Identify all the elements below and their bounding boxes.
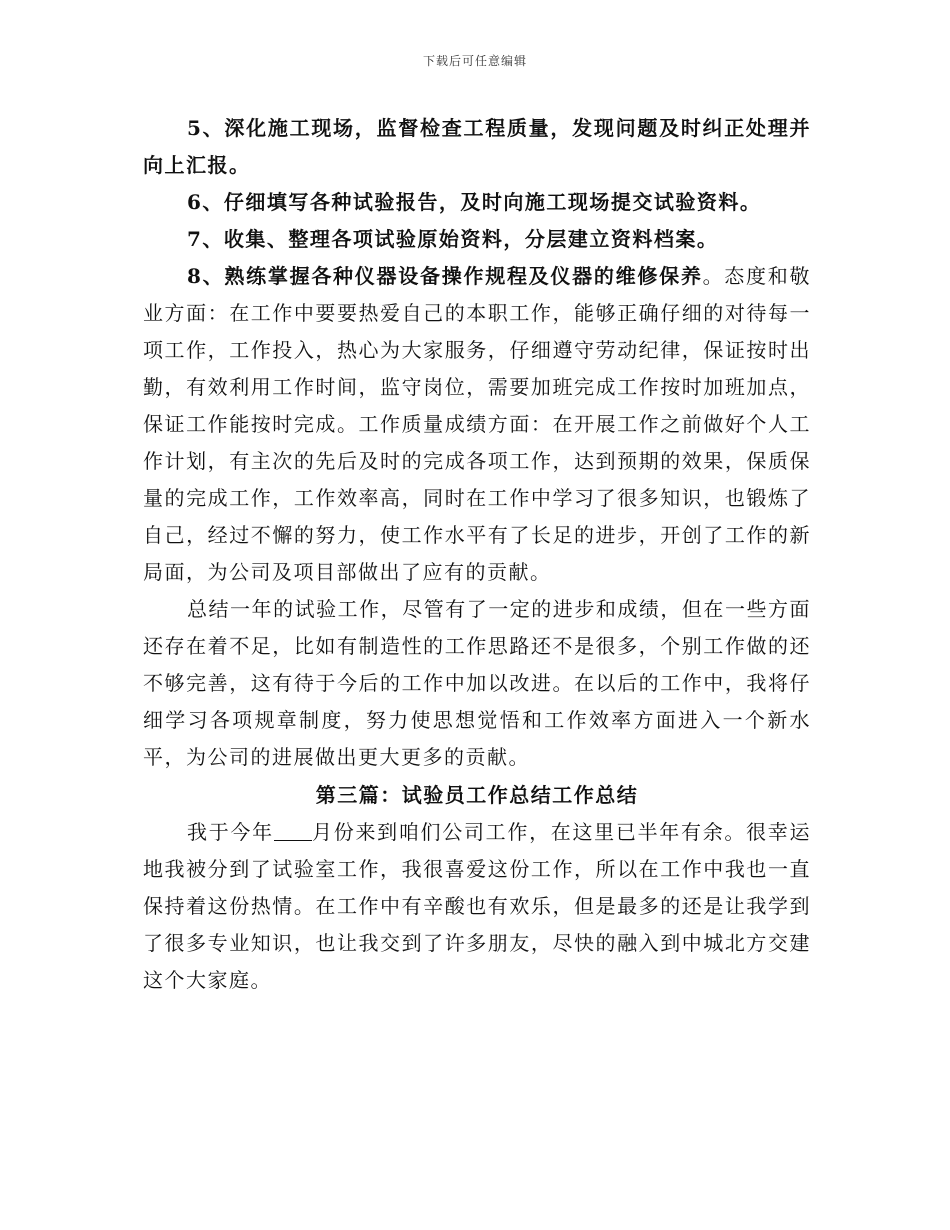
list-item-8-text: 。态度和敬业方面：在工作中要要热爱自己的本职工作，能够正确仔细的对待每一项工作，工作投入，热心为大家服务，仔细遵守劳动纪律，保证按时出勤，有效利用工作时间，监守岗位，需要加班完成工作按时加班加点，保证工作能按时完成。工作质量成绩方面：在开展工作之前做好个人工作计划，有主次的先后及时的完成各项工作，达到预期的效果，保质保量的完成工作，工作效率高，同时在工作中学习了很多知识，也锻炼了自己，经过不懈的努力，使工作水平有了长足的进步，开创了工作的新局面，为公司及项目部做出了应有的贡献。 — [143, 264, 812, 584]
list-item-7: 7、收集、整理各项试验原始资料，分层建立资料档案。 — [187, 227, 719, 251]
section-heading: 第三篇：试验员工作总结工作总结 — [315, 783, 639, 807]
document-body — [143, 110, 811, 999]
page-header-note: 下载后可任意编辑 — [422, 54, 527, 68]
list-item-8 — [143, 258, 811, 591]
list-item-5: 5、深化施工现场，监督检查工程质量，发现问题及时纠正处理并向上汇报。 — [143, 116, 811, 177]
intro-before-blank: 我于今年 — [187, 820, 274, 844]
list-item-6: 6、仔细填写各种试验报告，及时向施工现场提交试验资料。 — [187, 190, 762, 214]
list-item-8-bold: 8、熟练掌握各种仪器设备操作规程及仪器的维修保养 — [187, 264, 703, 288]
summary-paragraph: 总结一年的试验工作，尽管有了一定的进步和成绩，但在一些方面还存在着不足，比如有制造性的工作思路还不是很多，个别工作做的还不够完善，这有待于今后的工作中加以改进。在以后的工作中，我将仔细学习各项规章制度，努力使思想觉悟和工作效率方面进入一个新水平，为公司的进展做出更大更多的贡献。 — [143, 597, 811, 769]
intro-after-blank: 月份来到咱们公司工作，在这里已半年有余。很幸运地我被分到了试验室工作，我很喜爱这份工作，所以在工作中我也一直保持着这份热情。在工作中有辛酸也有欢乐，但是最多的还是让我学到了很多专业知识，也让我交到了许多朋友，尽快的融入到中城北方交建这个大家庭。 — [143, 820, 812, 992]
intro-paragraph — [143, 814, 811, 999]
fill-in-blank — [274, 820, 312, 841]
